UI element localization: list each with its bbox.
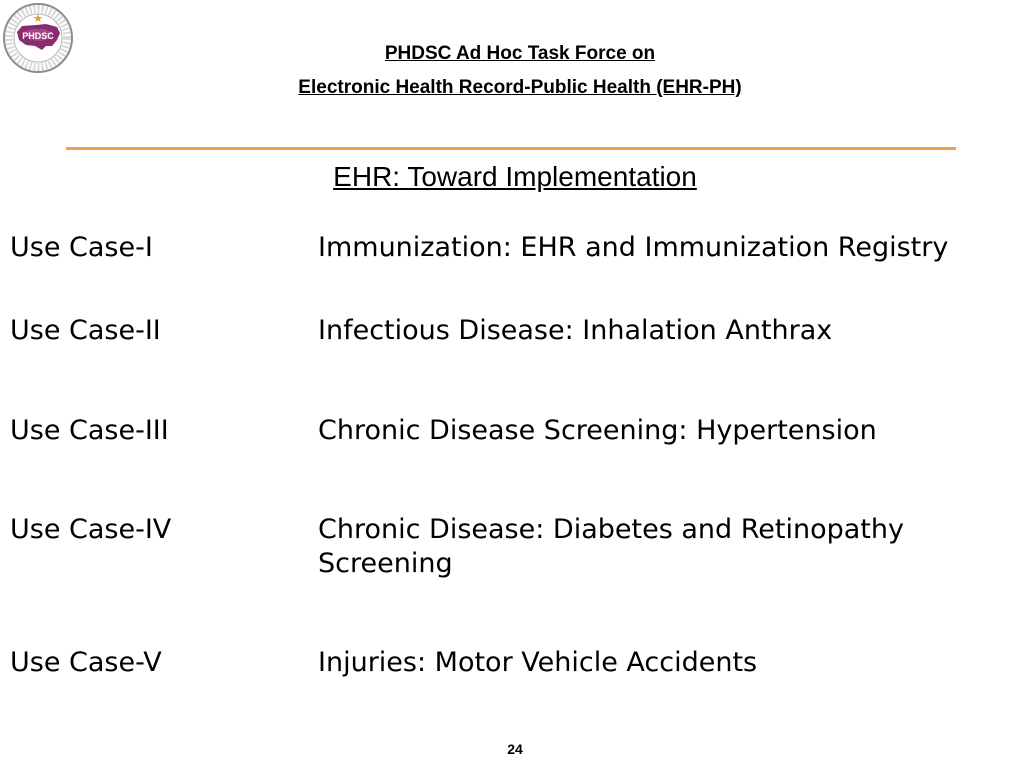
use-case-label-2: Use Case-II bbox=[10, 315, 161, 346]
header-title-line1: PHDSC Ad Hoc Task Force on bbox=[384, 43, 656, 64]
use-case-description-4: Chronic Disease: Diabetes and Retinopathy Screening bbox=[318, 514, 904, 579]
header-title-line2: Electronic Health Record-Public Health (EHR-PH) bbox=[298, 77, 742, 98]
slide-subtitle: EHR: Toward Implementation bbox=[333, 161, 697, 192]
use-case-label-3: Use Case-III bbox=[10, 415, 169, 446]
use-case-description-5: Injuries: Motor Vehicle Accidents bbox=[318, 647, 758, 678]
use-case-description-3: Chronic Disease Screening: Hypertension bbox=[318, 415, 877, 446]
use-case-label-4: Use Case-IV bbox=[10, 514, 172, 545]
logo-text: PHDSC bbox=[22, 31, 54, 41]
use-case-description-1: Immunization: EHR and Immunization Registry bbox=[318, 232, 949, 263]
use-case-label-5: Use Case-V bbox=[10, 647, 162, 678]
page-number: 24 bbox=[507, 741, 523, 757]
divider-line bbox=[66, 147, 956, 150]
use-case-description-2: Infectious Disease: Inhalation Anthrax bbox=[318, 315, 833, 346]
use-case-label-1: Use Case-I bbox=[10, 232, 153, 263]
